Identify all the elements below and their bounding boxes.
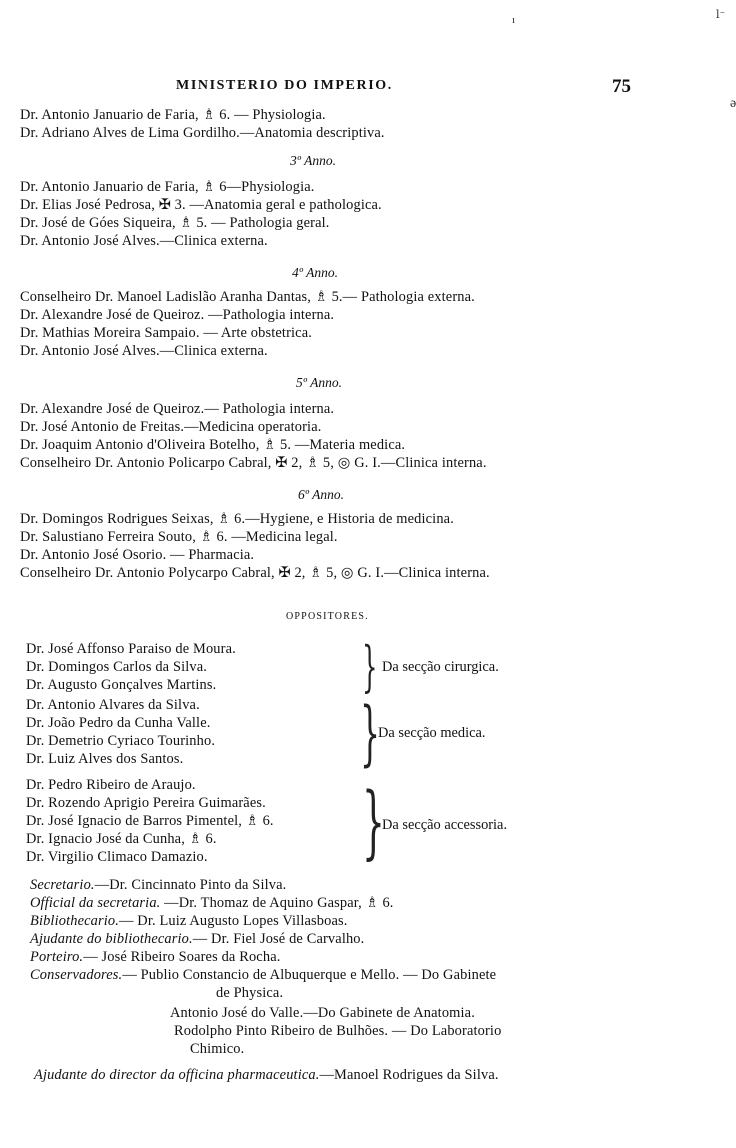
text-line: Rodolpho Pinto Ribeiro de Bulhões. — Do Laboratorio <box>174 1023 502 1039</box>
text-line: Dr. José de Góes Siqueira, ♗ 5. — Pathologia geral. <box>20 215 330 231</box>
text-line: Conselheiro Dr. Antonio Polycarpo Cabral, ✠ 2, ♗ 5, ◎ G. I.—Clinica interna. <box>20 565 490 581</box>
staff-line <box>34 1066 499 1084</box>
brace-symbol: } <box>362 635 378 698</box>
scan-mark: ə <box>730 96 736 111</box>
staff-line <box>30 912 348 930</box>
scan-mark: ⅼ⁻ <box>716 9 726 21</box>
staff-role: Bibliothecario. <box>30 913 119 929</box>
staff-line <box>30 876 286 894</box>
list-item: Dr. José Affonso Paraiso de Moura. <box>26 641 236 657</box>
year-heading: 3º Anno. <box>290 153 336 168</box>
staff-role: Secretario. <box>30 877 95 893</box>
staff-line <box>30 948 280 966</box>
staff-role: Conservadores. <box>30 967 123 983</box>
text-line: Dr. Alexandre José de Queiroz.— Pathologia interna. <box>20 401 335 417</box>
list-item: Dr. Augusto Gonçalves Martins. <box>26 677 217 693</box>
staff-name: —Manoel Rodrigues da Silva. <box>319 1067 499 1083</box>
group-label: Da secção accessoria. <box>382 817 508 833</box>
staff-line <box>30 894 394 912</box>
text-line: de Physica. <box>216 985 284 1001</box>
text-line: Dr. Joaquim Antonio d'Oliveira Botelho, ♗ 5. —Materia medica. <box>20 437 406 453</box>
brace-symbol: } <box>360 692 381 774</box>
text-line: Dr. José Antonio de Freitas.—Medicina operatoria. <box>20 419 322 435</box>
text-line: Dr. Mathias Moreira Sampaio. — Arte obstetrica. <box>20 325 312 341</box>
staff-name: — José Ribeiro Soares da Rocha. <box>83 949 281 965</box>
page-number: 75 <box>612 76 631 97</box>
text-line: Chimico. <box>190 1041 245 1057</box>
list-item: Dr. Antonio Alvares da Silva. <box>26 697 200 713</box>
list-item: Dr. Domingos Carlos da Silva. <box>26 659 208 675</box>
staff-role: Porteiro. <box>30 949 84 965</box>
staff-line <box>30 966 496 984</box>
text-line: Dr. Antonio Januario de Faria, ♗ 6—Physiologia. <box>20 179 315 195</box>
text-line: Dr. Domingos Rodrigues Seixas, ♗ 6.—Hygiene, e Historia de medicina. <box>20 511 454 527</box>
list-item: Dr. João Pedro da Cunha Valle. <box>26 715 211 731</box>
text-line: Dr. Salustiano Ferreira Souto, ♗ 6. —Medicina legal. <box>20 529 338 545</box>
staff-role: Official da secretaria. <box>30 895 161 911</box>
staff-line <box>30 930 364 948</box>
page-title: MINISTERIO DO IMPERIO. <box>176 78 393 93</box>
staff-name: —Dr. Cincinnato Pinto da Silva. <box>94 877 287 893</box>
section-heading: OPPOSITORES. <box>286 611 369 622</box>
staff-name: — Dr. Fiel José de Carvalho. <box>192 931 365 947</box>
list-item: Dr. José Ignacio de Barros Pimentel, ♗ 6. <box>26 813 274 829</box>
text-line: Conselheiro Dr. Antonio Policarpo Cabral, ✠ 2, ♗ 5, ◎ G. I.—Clinica interna. <box>20 455 487 471</box>
text-line: Dr. Antonio José Alves.—Clinica externa. <box>20 343 268 359</box>
text-line: Dr. Adriano Alves de Lima Gordilho.—Anatomia descriptiva. <box>20 125 385 141</box>
text-line: Antonio José do Valle.—Do Gabinete de Anatomia. <box>170 1005 475 1021</box>
text-line: Conselheiro Dr. Manoel Ladislão Aranha Dantas, ♗ 5.— Pathologia externa. <box>20 289 475 305</box>
running-header <box>0 78 736 104</box>
year-heading: 6º Anno. <box>298 487 344 502</box>
group-label: Da secção medica. <box>378 725 486 741</box>
staff-role: Ajudante do bibliothecario. <box>30 931 193 947</box>
staff-name: — Publio Constancio de Albuquerque e Mello. — Do Gabinete <box>122 967 497 983</box>
list-item: Dr. Luiz Alves dos Santos. <box>26 751 184 767</box>
brace-symbol: } <box>362 775 385 868</box>
text-line: Dr. Alexandre José de Queiroz. —Pathologia interna. <box>20 307 335 323</box>
group-label: Da secção cirurgica. <box>382 659 499 675</box>
list-item: Dr. Ignacio José da Cunha, ♗ 6. <box>26 831 217 847</box>
scan-mark: ı <box>512 14 516 26</box>
list-item: Dr. Demetrio Cyriaco Tourinho. <box>26 733 216 749</box>
staff-name: —Dr. Thomaz de Aquino Gaspar, ♗ 6. <box>160 895 394 911</box>
list-item: Dr. Virgilio Climaco Damazio. <box>26 849 208 865</box>
year-heading: 4º Anno. <box>292 265 338 280</box>
text-line: Dr. Antonio Januario de Faria, ♗ 6. — Physiologia. <box>20 107 326 123</box>
text-line: Dr. Antonio José Alves.—Clinica externa. <box>20 233 268 249</box>
list-item: Dr. Rozendo Aprigio Pereira Guimarães. <box>26 795 266 811</box>
staff-name: — Dr. Luiz Augusto Lopes Villasboas. <box>118 913 348 929</box>
text-line: Dr. Antonio José Osorio. — Pharmacia. <box>20 547 255 563</box>
staff-role: Ajudante do director da officina pharmaceutica. <box>34 1067 320 1083</box>
text-line: Dr. Elias José Pedrosa, ✠ 3. —Anatomia geral e pathologica. <box>20 197 382 213</box>
year-heading: 5º Anno. <box>296 375 342 390</box>
list-item: Dr. Pedro Ribeiro de Araujo. <box>26 777 196 793</box>
